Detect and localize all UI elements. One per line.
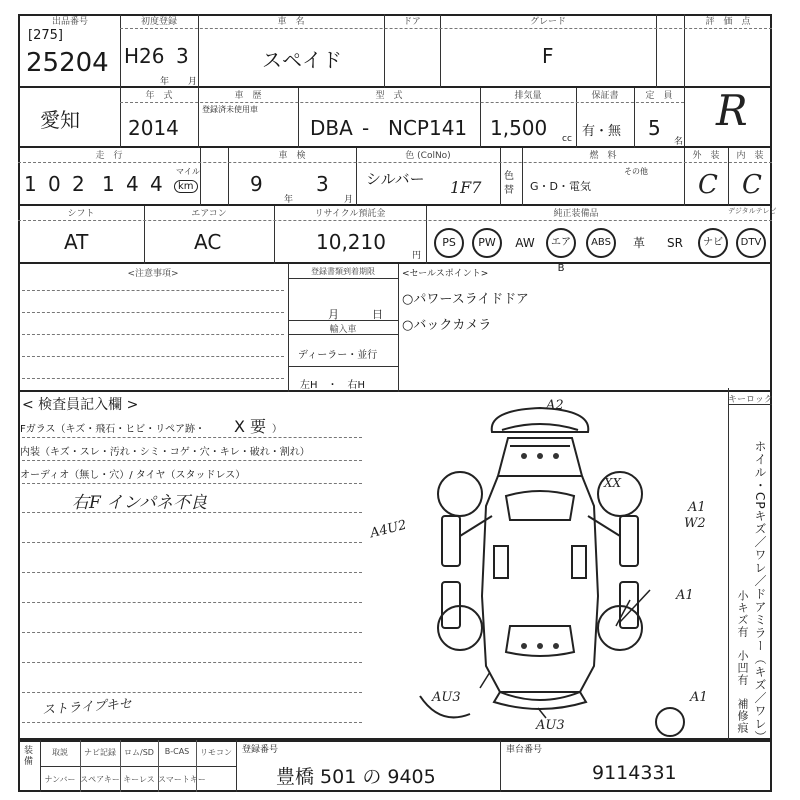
footer-col: B-CAS bbox=[164, 747, 190, 756]
lot-code: [275] bbox=[28, 28, 63, 43]
footer-col: キーレス bbox=[123, 775, 155, 784]
steering: 左H ・ 右H bbox=[300, 380, 366, 391]
sales-point: ○パワースライドドア bbox=[402, 292, 529, 307]
equipment-label: 純正装備品 bbox=[553, 209, 599, 219]
grade-label: グレード bbox=[529, 17, 566, 27]
plate-label: 登録番号 bbox=[242, 745, 279, 755]
footer-col: スペアキー bbox=[80, 775, 120, 784]
history-note: 登録済未使用車 bbox=[202, 105, 258, 114]
displacement: 1,500 bbox=[490, 116, 548, 140]
type-label: 型 式 bbox=[375, 91, 403, 101]
first-reg-era: H26 bbox=[124, 44, 165, 68]
equip-dtv: DTV bbox=[736, 228, 766, 258]
cc-unit: cc bbox=[562, 134, 572, 144]
equip-pw: PW bbox=[472, 228, 502, 258]
exterior-label: 外 装 bbox=[692, 151, 720, 161]
color-code: 1F7 bbox=[450, 178, 482, 197]
interior-label: 内 装 bbox=[736, 151, 764, 161]
first-reg-month-unit: 月 bbox=[188, 77, 198, 87]
mileage-digit: 0 bbox=[48, 172, 61, 196]
inspection-month: 3 bbox=[316, 172, 329, 196]
lot-number: 25204 bbox=[26, 48, 109, 78]
footer-col: ナビ記録 bbox=[84, 748, 116, 757]
capacity: 5 bbox=[648, 116, 661, 140]
audio-line: オーディオ（無し・穴）/ タイヤ（スタッドレス） bbox=[20, 470, 246, 481]
equip-airbag: エアB bbox=[546, 228, 576, 258]
car-name-label: 車 名 bbox=[277, 17, 305, 27]
handwritten-note: ストライプキセ bbox=[41, 696, 133, 719]
damage-mark: AU3 bbox=[432, 690, 461, 705]
exterior: C bbox=[698, 170, 718, 200]
model-year: 2014 bbox=[128, 116, 179, 140]
keylock-label: キーロック bbox=[728, 395, 773, 405]
side-legend-2: 小キズ有 小凹有 補修痕 bbox=[736, 590, 749, 734]
handwritten-note: 右F インパネ不良 bbox=[72, 493, 208, 513]
inspection-year-unit: 年 bbox=[284, 195, 294, 205]
score-label: 評 価 点 bbox=[705, 17, 751, 27]
shift: AT bbox=[64, 230, 89, 254]
color-change-label: 色替 bbox=[504, 171, 514, 196]
glass-line: Fガラス（キズ・飛石・ヒビ・リペア跡・ bbox=[20, 424, 206, 435]
footer-equip-label: 装備 bbox=[24, 746, 34, 767]
displacement-label: 排気量 bbox=[514, 91, 542, 101]
inspection-year: 9 bbox=[250, 172, 263, 196]
grade: F bbox=[542, 44, 554, 68]
equip-navi: ナビ bbox=[698, 228, 728, 258]
fuel-other: その他 bbox=[624, 167, 648, 176]
fuel-label: 燃 料 bbox=[589, 151, 617, 161]
score: R bbox=[716, 86, 748, 135]
type-prefix: DBA bbox=[310, 116, 353, 140]
color: シルバー bbox=[366, 170, 425, 188]
door-label: ドア bbox=[403, 17, 421, 27]
side-legend: ホイル・CPキズ／ワレ／ドアミラー（キズ／ワレ） bbox=[753, 440, 767, 744]
damage-mark: A4U2 bbox=[368, 517, 409, 542]
damage-mark: W2 bbox=[684, 516, 706, 531]
aircon: AC bbox=[194, 230, 222, 254]
inspection-label: 車 検 bbox=[278, 151, 306, 161]
interior: C bbox=[742, 170, 762, 200]
footer-col: ロム/SD bbox=[124, 748, 154, 757]
capacity-label: 定 員 bbox=[645, 91, 673, 101]
inspector-title: < 検査員記入欄 > bbox=[22, 397, 139, 413]
interior-line: 内装（キズ・スレ・汚れ・シミ・コゲ・穴・キレ・破れ・割れ） bbox=[20, 447, 310, 458]
sales-label: <セールスポイント> bbox=[402, 269, 489, 279]
aircon-label: エアコン bbox=[191, 209, 227, 219]
mileage-digit: 1 bbox=[24, 172, 37, 196]
damage-mark: A1 bbox=[690, 690, 708, 705]
footer-col: リモコン bbox=[200, 748, 232, 757]
equip-abs: ABS bbox=[586, 228, 616, 258]
yen-unit: 円 bbox=[412, 251, 422, 261]
plate-number: 豊橋 501 の 9405 bbox=[276, 766, 436, 788]
inspection-month-unit: 月 bbox=[344, 195, 354, 205]
warranty: 有・無 bbox=[582, 124, 622, 139]
damage-mark: A1 bbox=[676, 588, 694, 603]
notes-label: <注意事項> bbox=[127, 269, 179, 279]
reg-deadline-label: 登録書類到着期限 bbox=[311, 267, 375, 276]
damage-mark: A1 bbox=[688, 500, 706, 515]
equip-ps: PS bbox=[434, 228, 464, 258]
mile-unit: マイル bbox=[176, 167, 200, 176]
equip-aw: AW bbox=[515, 236, 535, 250]
recycle-amount: 10,210 bbox=[316, 230, 386, 254]
mileage-digit: 1 bbox=[102, 172, 115, 196]
footer-col: スマートキー bbox=[158, 775, 206, 784]
deadline-day: 日 bbox=[372, 308, 383, 321]
glass-end: ） bbox=[272, 424, 282, 435]
lot-label: 出品番号 bbox=[51, 17, 88, 27]
mileage-digit: 4 bbox=[150, 172, 163, 196]
recycle-label: リサイクル預託金 bbox=[314, 209, 386, 219]
fuel-options: G・D・電気 bbox=[530, 180, 591, 193]
region: 愛知 bbox=[40, 108, 80, 132]
color-label: 色 (ColNo) bbox=[405, 151, 451, 161]
type-sep: - bbox=[362, 116, 370, 140]
first-reg-label: 初度登録 bbox=[140, 17, 177, 27]
sales-point: ○バックカメラ bbox=[402, 318, 492, 333]
type-code: NCP141 bbox=[388, 116, 468, 140]
glass-mark: X 要 bbox=[234, 417, 267, 436]
footer-col: ナンバー bbox=[44, 775, 76, 784]
mileage-digit: 2 bbox=[72, 172, 85, 196]
shift-label: シフト bbox=[67, 209, 95, 219]
mileage-label: 走 行 bbox=[95, 151, 123, 161]
capacity-unit: 名 bbox=[674, 137, 684, 147]
equip-sunroof: SR bbox=[667, 236, 683, 250]
digital-tv-label: デジタルテレビ bbox=[728, 207, 777, 215]
car-name: スペイド bbox=[262, 48, 342, 72]
first-reg-year-unit: 年 bbox=[160, 77, 170, 87]
first-reg-month: 3 bbox=[176, 44, 189, 68]
chassis-number: 9114331 bbox=[592, 762, 677, 784]
damage-mark: A2 bbox=[546, 398, 564, 413]
model-year-label: 年 式 bbox=[145, 91, 173, 101]
chassis-label: 車台番号 bbox=[506, 745, 543, 755]
km-unit: km bbox=[174, 180, 198, 193]
damage-mark: XX bbox=[604, 476, 622, 490]
mileage-digit: 4 bbox=[126, 172, 139, 196]
import-label: 輸入車 bbox=[329, 325, 357, 335]
car-damage-diagram bbox=[360, 396, 720, 740]
import-options: ディーラー・並行 bbox=[298, 350, 378, 361]
deadline-month: 月 bbox=[328, 308, 339, 321]
history-label: 車 歴 bbox=[234, 91, 262, 101]
footer-col: 取説 bbox=[52, 748, 68, 757]
equip-leather: 革 bbox=[632, 236, 645, 250]
damage-mark: AU3 bbox=[536, 718, 565, 733]
warranty-label: 保証書 bbox=[591, 91, 619, 101]
